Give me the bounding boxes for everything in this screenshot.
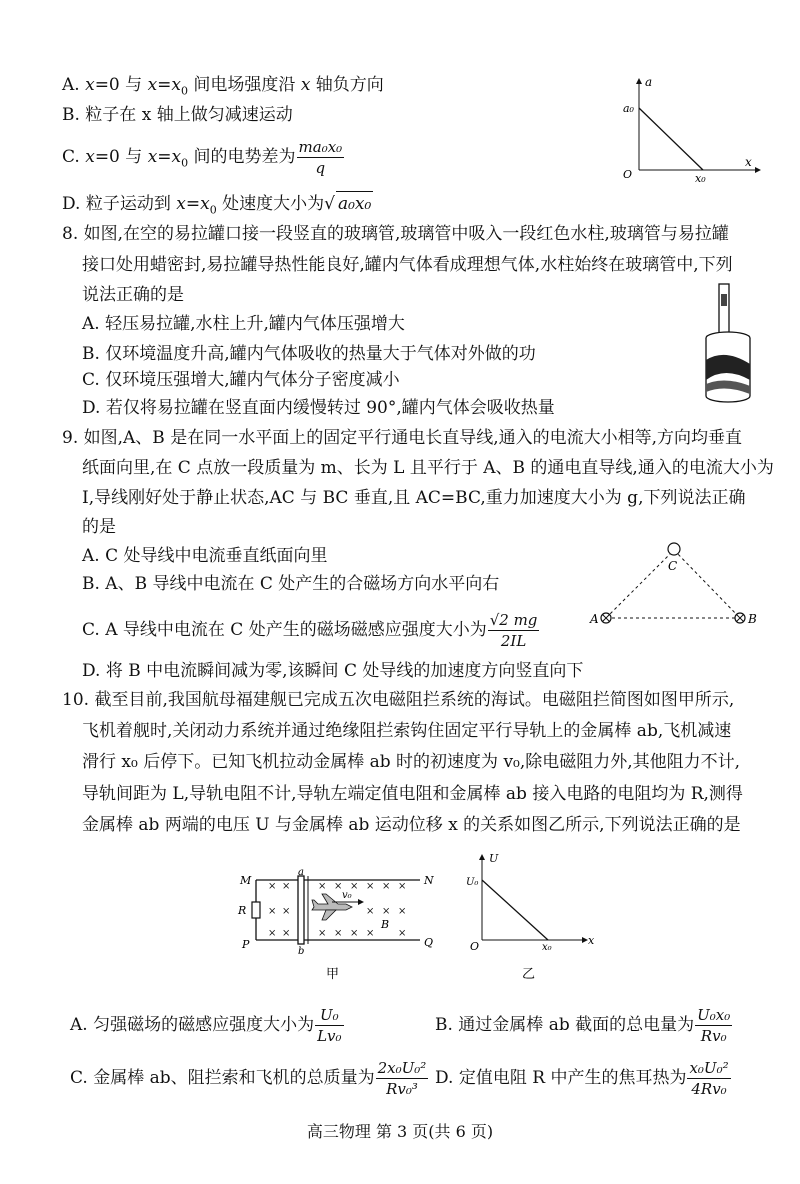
- label-b: B: [748, 612, 757, 626]
- q10-stem-line4: 导轨间距为 L,导轨电阻不计,导轨左端定值电阻和金属棒 ab 接入电路的电阻均为 R,测得: [82, 784, 743, 804]
- svg-text:×: ×: [366, 906, 375, 917]
- svg-text:×: ×: [350, 928, 359, 939]
- label-m: M: [240, 874, 252, 887]
- q8-option-b: B. 仅环境温度升高,罐内气体吸收的热量大于气体对外做的功: [82, 344, 536, 364]
- svg-text:×: ×: [282, 881, 291, 892]
- q10-stem-line5: 金属棒 ab 两端的电压 U 与金属棒 ab 运动位移 x 的关系如图乙所示,下列说法正确的是: [82, 815, 741, 835]
- q9-stem-line1: 9. 如图,A、B 是在同一水平面上的固定平行通电长直导线,通入的电流大小相等,方向均垂直: [62, 428, 743, 448]
- line-bc: [674, 550, 740, 618]
- wire-c: [668, 543, 680, 555]
- fraction: $\frac{\text{x₀U₀²}}{\text{4Rv₀}}$: [689, 1059, 729, 1098]
- fraction: $\frac{\text{ma₀x₀}}{q}$: [298, 138, 343, 177]
- q7-graph: [605, 70, 765, 185]
- fraction: $\frac{\text{U₀x₀}}{\text{Rv₀}}$: [697, 1006, 731, 1045]
- svg-text:×: ×: [268, 881, 277, 892]
- graph-line: [639, 108, 703, 170]
- figure-jia: [228, 866, 443, 986]
- label-p: P: [242, 938, 250, 951]
- q9-stem-line3: I,导线刚好处于静止状态,AC 与 BC 垂直,且 AC=BC,重力加速度大小为 g,下列说法正确: [82, 488, 746, 508]
- svg-text:×: ×: [366, 881, 375, 892]
- metal-rod-ab: [298, 876, 304, 944]
- svg-text:×: ×: [282, 906, 291, 917]
- x-axis-arrow: [755, 167, 761, 173]
- q7-option-c: C. x=0 与 $x=x_0$ 间的电势差为 $\frac{\text{ma₀x₀}}{q}$: [62, 138, 343, 177]
- svg-text:×: ×: [350, 881, 359, 892]
- q9-stem-line4: 的是: [82, 517, 116, 537]
- y-axis-arrow: [636, 78, 642, 84]
- page-footer: 高三物理 第 3 页(共 6 页): [306, 1122, 494, 1141]
- line-ac: [606, 550, 674, 618]
- q10-option-c: C. 金属棒 ab、阻拦索和飞机的总质量为 $\frac{\text{2x₀U₀²}}{\text{Rv₀³}}$: [70, 1059, 427, 1098]
- svg-text:×: ×: [334, 881, 343, 892]
- q9-option-b: B. A、B 导线中电流在 C 处产生的合磁场方向水平向右: [82, 574, 500, 594]
- label-a-end: a: [298, 867, 304, 878]
- svg-text:×: ×: [382, 881, 391, 892]
- svg-text:×: ×: [282, 928, 291, 939]
- fraction: $\frac{\text{2x₀U₀²}}{\text{Rv₀³}}$: [377, 1059, 427, 1098]
- water-column: [721, 294, 727, 306]
- label-b-end: b: [298, 946, 305, 957]
- q8-stem-line1: 8. 如图,在空的易拉罐口接一段竖直的玻璃管,玻璃管中吸入一段红色水柱,玻璃管与易拉罐: [62, 224, 729, 244]
- q10-option-b: B. 通过金属棒 ab 截面的总电量为 $\frac{\text{U₀x₀}}{\text{Rv₀}}$: [435, 1006, 731, 1045]
- q10-option-a: A. 匀强磁场的磁感应强度大小为 $\frac{\text{U₀}}{\text{Lv₀}}$: [70, 1006, 342, 1045]
- q10-stem-line3: 滑行 x₀ 后停下。已知飞机拉动金属棒 ab 时的初速度为 v₀,除电磁阻力外,其他阻力不计,: [82, 752, 741, 772]
- graph-line: [482, 880, 548, 940]
- caption-yi: 乙: [522, 967, 536, 982]
- q7-option-d: D. 粒子运动到 $x=x_0$ 处速度大小为√ a₀x₀: [62, 191, 373, 216]
- figure-yi: [462, 848, 602, 988]
- wire-a: [601, 613, 611, 623]
- q9-stem-line2: 纸面向里,在 C 点放一段质量为 m、长为 L 且平行于 A、B 的通电直导线,通入的电流大小为: [82, 458, 774, 478]
- q10-stem-line2: 飞机着舰时,关闭动力系统并通过绝缘阻拦索钩住固定平行导轨上的金属棒 ab,飞机减速: [82, 721, 732, 741]
- label-c: C: [668, 559, 678, 573]
- fraction: $\frac{\text{U₀}}{\text{Lv₀}}$: [317, 1006, 342, 1045]
- svg-text:×: ×: [398, 928, 407, 939]
- q9-option-c: C. A 导线中电流在 C 处产生的磁场磁感应强度大小为 $\frac{√2 mg}{2IL}$: [82, 611, 538, 650]
- label-field-b: B: [381, 918, 390, 931]
- svg-text:×: ×: [398, 881, 407, 892]
- label-x0: x₀: [542, 942, 552, 953]
- y-axis-arrow: [479, 854, 485, 860]
- axis-label-x: x: [745, 155, 752, 169]
- q8-stem-line2: 接口处用蜡密封,易拉罐导热性能良好,罐内气体看成理想气体,水柱始终在玻璃管中,下列: [82, 255, 733, 275]
- q8-stem-line3: 说法正确的是: [82, 285, 184, 305]
- caption-jia: 甲: [326, 967, 340, 982]
- q7-option-b: B. 粒子在 x 轴上做匀减速运动: [62, 105, 293, 125]
- q7-option-a: A. x=0 与 $x=x_0$ 间电场强度沿 x 轴负方向: [62, 75, 384, 98]
- svg-text:×: ×: [382, 906, 391, 917]
- svg-text:×: ×: [366, 928, 375, 939]
- label-q: Q: [424, 936, 434, 949]
- soda-can-image: [695, 280, 765, 410]
- axis-label-a: a: [645, 75, 653, 89]
- label-v0: v₀: [342, 890, 352, 901]
- q10-stem-line1: 10. 截至目前,我国航母福建舰已完成五次电磁阻拦系统的海试。电磁阻拦简图如图甲所示,: [62, 690, 735, 710]
- q10-option-d: D. 定值电阻 R 中产生的焦耳热为 $\frac{\text{x₀U₀²}}{\text{4Rv₀}}$: [435, 1059, 729, 1098]
- q8-option-a: A. 轻压易拉罐,水柱上升,罐内气体压强增大: [82, 314, 405, 334]
- svg-text:×: ×: [268, 906, 277, 917]
- label-r: R: [238, 904, 247, 917]
- q8-option-c: C. 仅环境压强增大,罐内气体分子密度减小: [82, 370, 400, 390]
- wire-b: [735, 613, 745, 623]
- q8-option-d: D. 若仅将易拉罐在竖直面内缓慢转过 90°,罐内气体会吸收热量: [82, 398, 555, 418]
- svg-text:×: ×: [334, 928, 343, 939]
- svg-text:×: ×: [398, 906, 407, 917]
- label-u0: U₀: [466, 877, 479, 888]
- svg-text:×: ×: [318, 928, 327, 939]
- label-n: N: [424, 874, 434, 887]
- origin-label: O: [470, 940, 480, 953]
- svg-text:×: ×: [268, 928, 277, 939]
- axis-label-u: U: [489, 852, 499, 865]
- q9-diagram: [580, 538, 770, 638]
- axis-label-x: x: [588, 934, 595, 947]
- label-x0: x₀: [695, 172, 706, 185]
- svg-text:×: ×: [318, 881, 327, 892]
- label-a: A: [590, 612, 599, 626]
- resistor-r: [252, 902, 260, 918]
- fraction: $\frac{√2 mg}{2IL}$: [489, 611, 538, 650]
- label-a0: a₀: [623, 102, 634, 115]
- q9-option-a: A. C 处导线中电流垂直纸面向里: [82, 546, 328, 566]
- q9-option-d: D. 将 B 中电流瞬间减为零,该瞬间 C 处导线的加速度方向竖直向下: [82, 661, 584, 681]
- origin-label: O: [623, 168, 633, 181]
